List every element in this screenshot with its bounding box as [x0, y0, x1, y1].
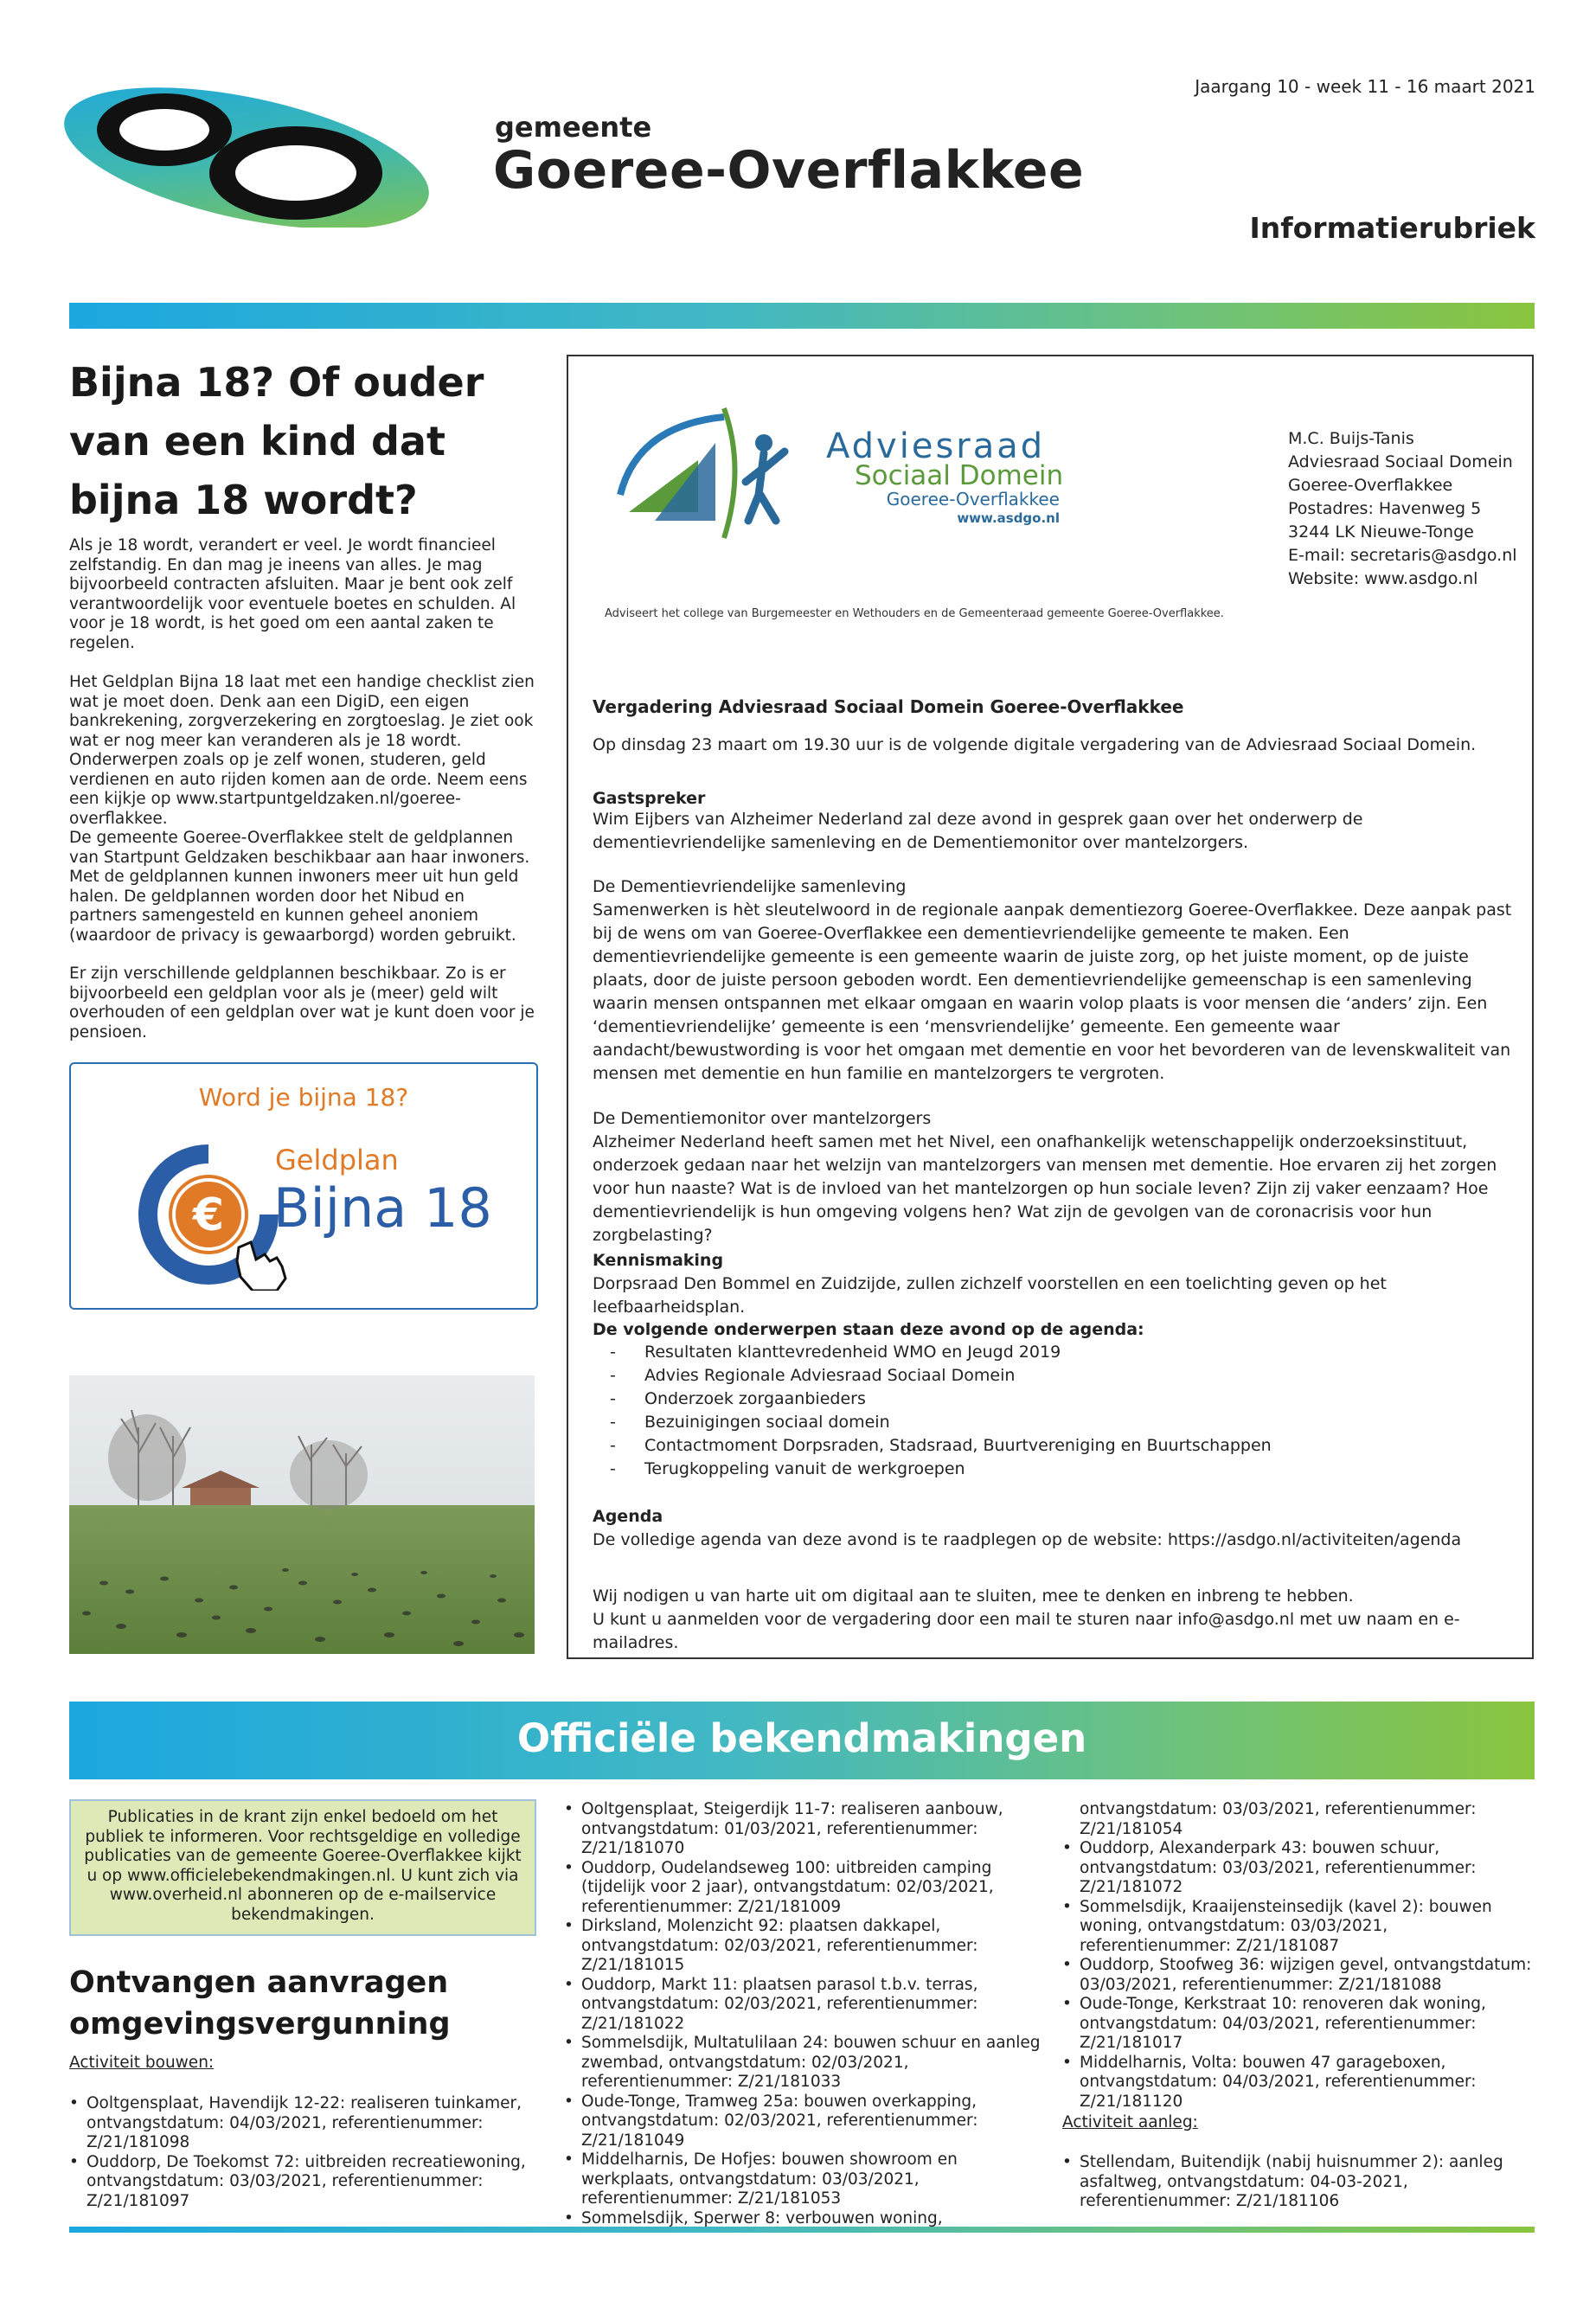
euro-hand-icon	[126, 1144, 291, 1291]
list-item: • Stellendam, Buitendijk (nabij huisnummer 2): aanleg asfaltweg, ontvangstdatum: 04-03-2021, referentienummer: Z/21/181106	[1062, 2153, 1535, 2212]
header-gradient-bar	[69, 303, 1535, 329]
list-item: - Onderzoek zorgaanbieders	[610, 1388, 1492, 1411]
article-paragraph: Als je 18 wordt, verandert er veel. Je wordt financieel zelfstandig. En dan mag je ineens van alles. Je mag bijvoorbeeld contracten afsluiten. Maar je bent ook zelf verantwoordelijk voor eventuele boetes en schulden. Al voor je 18 wordt, is het goed om een aantal zaken te regelen.	[69, 536, 516, 652]
section-title: Ontvangen aanvragen omgevingsvergunning	[69, 1965, 451, 2041]
activity-bouwen-label: Activiteit bouwen:	[69, 2054, 215, 2072]
contact-line: M.C. Buijs-Tanis	[1288, 429, 1414, 448]
agenda-heading: Agenda	[593, 1507, 663, 1526]
promo-question: Word je bijna 18?	[198, 1083, 409, 1112]
contact-website[interactable]: Website: www.asdgo.nl	[1288, 569, 1478, 588]
list-item: - Bezuinigingen sociaal domein	[610, 1411, 1492, 1434]
list-item: - Contactmoment Dorpsraden, Stadsraad, Buurtvereniging en Buurtschappen	[610, 1434, 1492, 1458]
invitation-line: U kunt u aanmelden voor de vergadering door een mail te sturen naar info@asdgo.nl met uw naam en e-mailadres.	[593, 1610, 1460, 1652]
footer-gradient-bar	[69, 2227, 1535, 2233]
list-item: • Middelharnis, Volta: bouwen 47 garageboxen, ontvangstdatum: 04/03/2021, referentienummer: Z/21/181120	[1062, 2054, 1535, 2112]
dementievriendelijk-heading: De Dementievriendelijke samenleving	[593, 877, 907, 896]
meeting-intro: Op dinsdag 23 maart om 19.30 uur is de volgende digitale vergadering van de Adviesraad Sociaal Domein.	[593, 735, 1477, 754]
logo-line1: Adviesraad	[826, 426, 1046, 466]
kennismaking-heading: Kennismaking	[593, 1251, 724, 1270]
list-item: • Ooltgensplaat, Havendijk 12-22: realiseren tuinkamer, ontvangstdatum: 04/03/2021, referentienummer: Z/21/181098	[69, 2094, 554, 2153]
municipality-name: Goeree-Overflakkee	[493, 140, 1085, 201]
kennismaking-text: Dorpsraad Den Bommel en Zuidzijde, zullen zichzelf voorstellen en een toelichting geven op het leefbaarheidsplan.	[593, 1274, 1387, 1317]
list-item-continuation: ontvangstdatum: 03/03/2021, referentienummer: Z/21/181054	[1080, 1800, 1477, 1838]
meeting-title: Vergadering Adviesraad Sociaal Domein Goeree-Overflakkee	[593, 696, 1184, 717]
agenda-text: De volledige agenda van deze avond is te raadplegen op de website: https://asdgo.nl/activiteiten/agenda	[593, 1530, 1462, 1549]
municipality-label: gemeente	[495, 111, 652, 144]
logo-url: www.asdgo.nl	[957, 510, 1060, 526]
logo-line2: Sociaal Domein	[855, 460, 1064, 491]
geese-field-photo	[69, 1375, 535, 1654]
list-item: • Ouddorp, De Toekomst 72: uitbreiden recreatiewoning, ontvangstdatum: 03/03/2021, referentienummer: Z/21/181097	[69, 2153, 554, 2212]
contact-email[interactable]: E-mail: secretaris@asdgo.nl	[1288, 546, 1517, 565]
article-title: Bijna 18? Of ouder van een kind dat bijna 18 wordt?	[69, 359, 484, 523]
contact-line: Goeree-Overflakkee	[1288, 476, 1453, 495]
list-item: • Oude-Tonge, Kerkstraat 10: renoveren dak woning, ontvangstdatum: 04/03/2021, referentienummer: Z/21/181017	[1062, 1995, 1535, 2054]
gastspreker-heading: Gastspreker	[593, 789, 706, 808]
activity-aanleg-label: Activiteit aanleg:	[1062, 2113, 1198, 2131]
article-paragraph: Er zijn verschillende geldplannen beschikbaar. Zo is er bijvoorbeeld een geldplan voor als je (meer) geld wilt overhouden of een geldplan over wat je kunt doen voor je pensioen.	[69, 965, 535, 1042]
geldplan-promo	[69, 1062, 538, 1310]
publication-notice	[69, 1799, 536, 1936]
euro-symbol: €	[192, 1189, 225, 1241]
list-item: • Sommelsdijk, Kraaijensteinsedijk (kavel 2): bouwen woning, ontvangstdatum: 03/03/2021, referentienummer: Z/21/181087	[1062, 1898, 1535, 1957]
article-paragraph: De gemeente Goeree-Overflakkee stelt de geldplannen van Startpunt Geldzaken beschikbaar aan haar inwoners. Met de geldplannen kunnen inwoners meer uit hun geld halen. De geldplannen worden door het Nibud en partners samengesteld en kunnen geheel anoniem (waardoor de privacy is gewaarborgd) worden gebruikt.	[69, 829, 530, 945]
dementievriendelijk-text: Samenwerken is hèt sleutelwoord in de regionale aanpak dementiezorg Goeree-Overflakkee. Deze aanpak past bij de wens om van Goeree-Overflakkee een dementievriendelijke gemeente te maken. Een dementievriendelijke gemeente is een gemeente waarin de juiste zorg, op het juiste moment, op de juiste plaats, door de juiste persoon geboden wordt. Een dementievriendelijke gemeenschap is een samenleving waarin mensen ontspannen met elkaar omgaan en waarin volop plaats is voor mensen die ‘anders’ zijn. Een ‘dementievriendelijke’ gemeente is een ‘mensvriendelijke’ gemeente. Een gemeente waar aandacht/bewustwording is voor het omgaan met dementie en voor het bevorderen van de levenskwaliteit van mensen met dementie en hun familie en mantelzorgers te vergroten.	[593, 901, 1512, 1083]
list-item: • Oude-Tonge, Tramweg 25a: bouwen overkapping, ontvangstdatum: 02/03/2021, referentienummer: Z/21/181049	[564, 2093, 1048, 2151]
promo-brand-small: Geldplan	[275, 1144, 399, 1176]
list-item: • Ouddorp, Alexanderpark 43: bouwen schuur, ontvangstdatum: 03/03/2021, referentienummer: Z/21/181072	[1062, 1839, 1535, 1898]
list-item: • Middelharnis, De Hofjes: bouwen showroom en werkplaats, ontvangstdatum: 03/03/2021, referentienummer: Z/21/181053	[564, 2150, 1048, 2209]
list-item: • Ooltgensplaat, Steigerdijk 11-7: realiseren aanbouw, ontvangstdatum: 01/03/2021, referentienummer: Z/21/181070	[564, 1800, 1048, 1859]
list-item: • Ouddorp, Stoofweg 36: wijzigen gevel, ontvangstdatum: 03/03/2021, referentienummer: Z/21/181088	[1062, 1956, 1535, 1995]
section-label: Informatierubriek	[1249, 211, 1535, 245]
agenda-intro: De volgende onderwerpen staan deze avond op de agenda:	[593, 1320, 1144, 1339]
list-item: • Ouddorp, Oudelandseweg 100: uitbreiden camping (tijdelijk voor 2 jaar), ontvangstdatum: 02/03/2021, referentienummer: Z/21/181009	[564, 1859, 1048, 1918]
permit-list-aanleg	[1062, 2153, 1535, 2212]
dementiemonitor-text: Alzheimer Nederland heeft samen met het Nivel, een onafhankelijk wetenschappelijk onderzoeksinstituut, onderzoek gedaan naar het welzijn van mantelzorgers van mensen met dementie. Hoe ervaren zij het zorgen voor hun naaste? Wat is de invloed van het mantelzorgen op hun sociale leven? Zijn zij vaker eenzaam? Hoe dementievriendelijk is hun omgeving volgens hen? Wat zijn de gevolgen van de coronacrisis voor hun zorgbelasting?	[593, 1132, 1497, 1245]
list-item: • Sommelsdijk, Sperwer 8: verbouwen woning,	[564, 2209, 1048, 2229]
agenda-list	[610, 1341, 1492, 1481]
list-item: - Terugkoppeling vanuit de werkgroepen	[610, 1458, 1492, 1481]
contact-line: 3244 LK Nieuwe-Tonge	[1288, 522, 1474, 542]
article-paragraph: Het Geldplan Bijna 18 laat met een handige checklist zien wat je moet doen. Denk aan een DigiD, een eigen bankrekening, zorgverzekering en zorgtoeslag. Je ziet ook wat er nog meer kan veranderen als je 18 wordt. Onderwerpen zoals op je zelf wonen, studeren, geld verdienen en auto rijden komen aan de orde. Neem eens een kijkje op www.startpuntgeldzaken.nl/goeree-overflakkee.	[69, 673, 535, 828]
list-item: • Dirksland, Molenzicht 92: plaatsen dakkapel, ontvangstdatum: 02/03/2021, referentienummer: Z/21/181015	[564, 1917, 1048, 1976]
list-item: - Advies Regionale Adviesraad Sociaal Domein	[610, 1364, 1492, 1388]
adviesraad-notice	[567, 355, 1534, 1659]
gastspreker-text: Wim Eijbers van Alzheimer Nederland zal deze avond in gesprek gaan over het onderwerp de dementievriendelijke samenleving en de Dementiemonitor over mantelzorgers.	[593, 810, 1363, 852]
contact-block	[1288, 427, 1517, 591]
permit-list-col3	[1062, 1800, 1535, 2112]
dementiemonitor-heading: De Dementiemonitor over mantelzorgers	[593, 1109, 932, 1128]
adviesraad-tagline: Adviseert het college van Burgemeester en Wethouders en de Gemeenteraad gemeente Goeree-Overflakkee.	[605, 607, 1224, 620]
list-item: • Ouddorp, Markt 11: plaatsen parasol t.b.v. terras, ontvangstdatum: 02/03/2021, referentienummer: Z/21/181022	[564, 1976, 1048, 2035]
bekendmakingen-title: Officiële bekendmakingen	[516, 1715, 1087, 1761]
permit-list-col1	[69, 2094, 554, 2211]
municipality-logo	[61, 76, 450, 228]
logo-line3: Goeree-Overflakkee	[886, 489, 1060, 510]
invitation-line: Wij nodigen u van harte uit om digitaal aan te sluiten, mee te denken en inbreng te hebben.	[593, 1586, 1354, 1606]
contact-line: Adviesraad Sociaal Domein	[1288, 452, 1513, 471]
bekendmakingen-banner	[69, 1702, 1535, 1779]
issue-dateline: Jaargang 10 - week 11 - 16 maart 2021	[1195, 76, 1535, 97]
contact-line: Postadres: Havenweg 5	[1288, 499, 1482, 518]
adviesraad-logo	[603, 391, 1087, 547]
publication-notice-text: Publicaties in de krant zijn enkel bedoeld om het publiek te informeren. Voor rechtsgeldige en volledige publicaties van de gemeente Goeree-Overflakkee kijkt u op www.officielebekendmakingen.nl. U kunt zich via www.overheid.nl abonneren op de e-mailservice bekendmakingen.	[84, 1808, 522, 1924]
invitation	[593, 1585, 1518, 1655]
list-item: - Resultaten klanttevredenheid WMO en Jeugd 2019	[610, 1341, 1492, 1364]
promo-brand-big: Bijna 18	[273, 1176, 492, 1240]
list-item: • Sommelsdijk, Multatulilaan 24: bouwen schuur en aanleg zwembad, ontvangstdatum: 02/03/2021, referentienummer: Z/21/181033	[564, 2034, 1048, 2093]
permit-list-col2	[564, 1800, 1048, 2228]
